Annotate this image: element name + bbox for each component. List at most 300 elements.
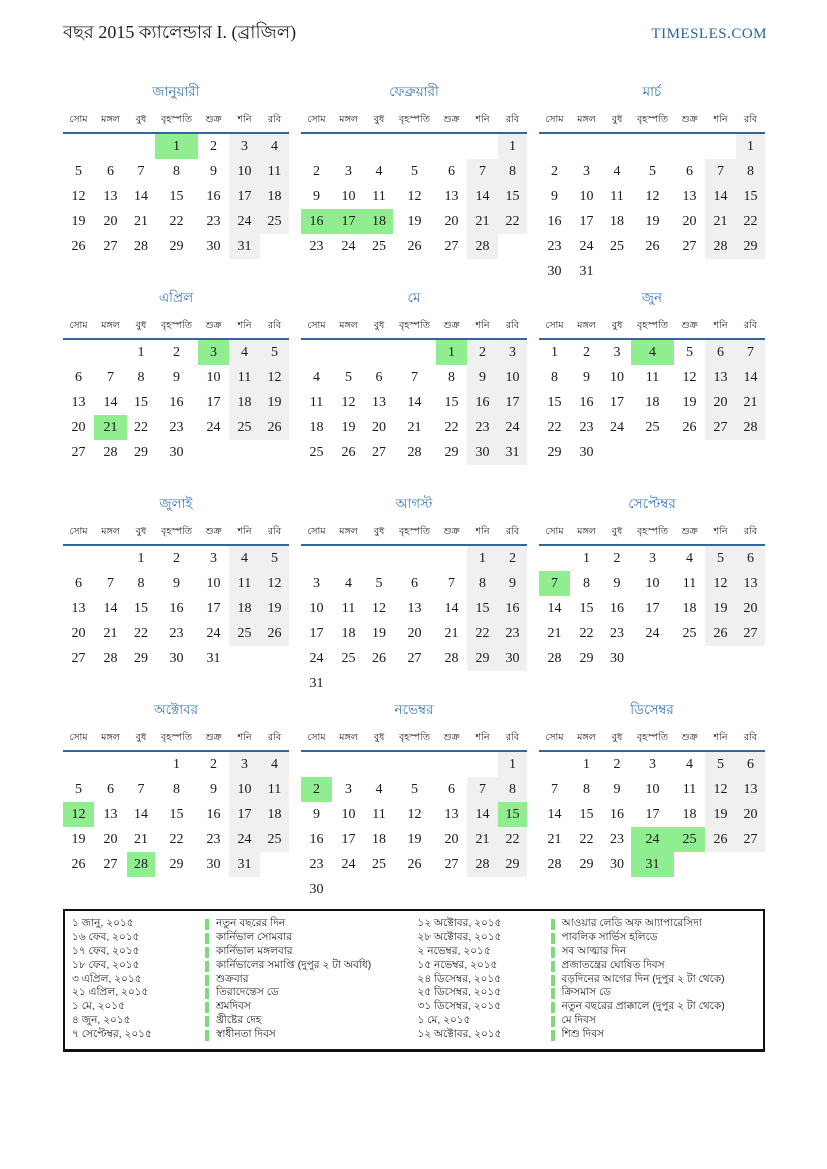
day-cell: 22 xyxy=(579,625,594,641)
day-cell: 8 xyxy=(448,369,455,385)
day-cell: 21 xyxy=(444,625,459,641)
empty-cell xyxy=(674,133,705,159)
weekday-label: বুধ xyxy=(365,523,393,545)
empty-cell xyxy=(436,751,467,777)
day-cell: 12 xyxy=(645,188,660,204)
day-cell: 22 xyxy=(736,209,765,234)
day-cell: 27 xyxy=(407,650,422,666)
weekday-label: বুধ xyxy=(127,523,155,545)
day-cell: 3 xyxy=(229,133,260,159)
day-cell: 31 xyxy=(498,440,527,465)
month-title[interactable]: নভেম্বর xyxy=(394,702,434,717)
legend-date: ৩ এপ্রিল, ২০১৫ xyxy=(72,972,142,985)
month-title[interactable]: মার্চ xyxy=(642,84,662,99)
day-cell: 19 xyxy=(260,596,289,621)
day-cell: 16 xyxy=(169,394,184,410)
day-cell: 21 xyxy=(705,209,736,234)
day-cell: 1 xyxy=(173,756,180,772)
empty-cell xyxy=(260,646,289,671)
day-cell: 27 xyxy=(705,415,736,440)
day-cell: 13 xyxy=(682,188,697,204)
day-cell: 11 xyxy=(682,781,697,797)
day-cell: 25 xyxy=(610,238,624,254)
day-cell: 8 xyxy=(137,369,145,385)
day-cell: 15 xyxy=(444,394,459,410)
day-cell: 1 xyxy=(498,751,527,777)
day-cell: 6 xyxy=(736,545,765,571)
legend-date: ২১ এপ্রিল, ২০১৫ xyxy=(72,986,149,999)
empty-cell xyxy=(365,339,393,365)
week-row xyxy=(301,133,527,159)
month-11 xyxy=(301,699,527,895)
empty-cell xyxy=(674,259,705,284)
weekday-label: শনি xyxy=(467,729,498,751)
weekday-label: মঙ্গল xyxy=(94,523,127,545)
day-cell: 16 xyxy=(498,596,527,621)
month-table xyxy=(301,523,527,696)
weekday-label: শুক্র xyxy=(436,111,467,133)
day-cell: 10 xyxy=(579,188,594,204)
day-cell: 19 xyxy=(407,831,422,847)
day-cell: 13 xyxy=(407,600,422,616)
day-cell: 2 xyxy=(313,163,320,179)
week-row xyxy=(539,571,765,596)
week-row xyxy=(539,751,765,777)
week-row xyxy=(539,802,765,827)
day-cell: 24 xyxy=(206,419,221,435)
day-cell: 9 xyxy=(551,188,558,204)
weekday-label: বুধ xyxy=(365,729,393,751)
day-cell: 28 xyxy=(467,234,498,259)
day-cell: 16 xyxy=(467,390,498,415)
empty-cell xyxy=(603,259,631,284)
day-cell: 2 xyxy=(173,344,180,360)
weekday-label: রবি xyxy=(498,523,527,545)
day-cell: 23 xyxy=(206,213,221,229)
day-cell: 1 xyxy=(137,550,145,566)
month-title[interactable]: আগস্ট xyxy=(395,496,433,511)
day-cell: 28 xyxy=(547,856,562,872)
month-3 xyxy=(539,81,765,277)
day-cell: 18 xyxy=(229,390,260,415)
day-cell: 13 xyxy=(705,365,736,390)
day-cell: 19 xyxy=(682,394,697,410)
day-cell: 7 xyxy=(467,777,498,802)
week-row xyxy=(301,209,527,234)
month-title[interactable]: সেপ্টেম্বর xyxy=(628,496,676,511)
day-cell: 26 xyxy=(682,419,697,435)
day-cell: 25 xyxy=(674,827,705,852)
holiday-marker-bar xyxy=(205,1002,209,1013)
empty-cell xyxy=(467,877,498,902)
day-cell: 28 xyxy=(127,852,155,877)
weekday-label: বুধ xyxy=(127,729,155,751)
empty-cell xyxy=(467,751,498,777)
day-cell: 29 xyxy=(736,234,765,259)
month-table xyxy=(539,523,765,671)
day-cell: 29 xyxy=(444,444,459,460)
empty-cell xyxy=(260,234,289,259)
holiday-marker-bar xyxy=(551,1002,555,1013)
day-cell: 25 xyxy=(260,827,289,852)
day-cell: 2 xyxy=(301,777,332,802)
empty-cell xyxy=(94,751,127,777)
day-cell: 15 xyxy=(169,188,184,204)
empty-cell xyxy=(229,440,260,465)
day-cell: 21 xyxy=(94,415,127,440)
month-table xyxy=(63,317,289,465)
legend-date: ২৪ ডিসেম্বর, ২০১৫ xyxy=(417,972,502,985)
week-row xyxy=(63,159,289,184)
week-row xyxy=(539,415,765,440)
week-row xyxy=(63,621,289,646)
day-cell: 2 xyxy=(613,756,621,772)
week-row xyxy=(539,259,765,284)
legend-col-left xyxy=(72,918,412,1042)
day-cell: 19 xyxy=(260,390,289,415)
holiday-marker-bar xyxy=(205,988,209,999)
weekday-label: বুধ xyxy=(127,111,155,133)
day-cell: 27 xyxy=(71,444,86,460)
day-cell: 20 xyxy=(736,802,765,827)
day-cell: 9 xyxy=(583,369,590,385)
day-cell: 10 xyxy=(229,777,260,802)
week-row xyxy=(63,852,289,877)
week-row xyxy=(301,415,527,440)
day-cell: 10 xyxy=(341,188,356,204)
weekday-label: বৃহস্পতি xyxy=(631,523,674,545)
legend-name: শুক্রবার xyxy=(216,972,249,985)
day-cell: 11 xyxy=(229,365,260,390)
day-cell: 20 xyxy=(444,213,459,229)
day-cell: 20 xyxy=(444,831,459,847)
day-cell: 7 xyxy=(736,339,765,365)
day-cell: 24 xyxy=(579,238,594,254)
day-cell: 28 xyxy=(103,650,118,666)
day-cell: 26 xyxy=(705,621,736,646)
empty-cell xyxy=(631,133,674,159)
day-cell: 27 xyxy=(372,444,386,460)
week-row xyxy=(301,777,527,802)
day-cell: 1 xyxy=(155,133,198,159)
week-row xyxy=(63,802,289,827)
day-cell: 13 xyxy=(71,394,86,410)
day-cell: 24 xyxy=(341,856,356,872)
day-cell: 8 xyxy=(583,781,590,797)
empty-cell xyxy=(736,852,765,877)
day-cell: 9 xyxy=(173,575,180,591)
day-cell: 31 xyxy=(579,263,594,279)
weekday-label: শনি xyxy=(705,317,736,339)
day-cell: 4 xyxy=(345,575,352,591)
legend-name: সব আত্মার দিন xyxy=(561,945,627,957)
day-cell: 28 xyxy=(134,238,148,254)
day-cell: 26 xyxy=(71,856,86,872)
day-cell: 23 xyxy=(547,238,562,254)
day-cell: 26 xyxy=(372,650,386,666)
day-cell: 28 xyxy=(407,444,422,460)
legend-name: নতুন বছরের দিন xyxy=(216,917,286,930)
holiday-marker-bar xyxy=(551,1016,555,1027)
day-cell: 2 xyxy=(467,339,498,365)
day-cell: 11 xyxy=(372,806,386,822)
day-cell: 19 xyxy=(71,213,86,229)
day-cell: 2 xyxy=(613,550,621,566)
day-cell: 2 xyxy=(210,756,217,772)
week-row xyxy=(539,596,765,621)
day-cell: 2 xyxy=(551,163,558,179)
week-row xyxy=(63,571,289,596)
day-cell: 27 xyxy=(444,856,459,872)
empty-cell xyxy=(498,671,527,696)
month-table xyxy=(63,111,289,259)
site-link[interactable]: TIMESLES.COM xyxy=(651,26,767,42)
week-row xyxy=(301,159,527,184)
day-cell: 22 xyxy=(467,621,498,646)
day-cell: 6 xyxy=(375,369,383,385)
day-cell: 17 xyxy=(579,213,594,229)
empty-cell xyxy=(393,545,436,571)
day-cell: 13 xyxy=(372,394,386,410)
week-row xyxy=(301,365,527,390)
day-cell: 19 xyxy=(407,213,422,229)
day-cell: 8 xyxy=(583,575,590,591)
empty-cell xyxy=(705,646,736,671)
empty-cell xyxy=(301,339,332,365)
week-row xyxy=(539,621,765,646)
day-cell: 8 xyxy=(551,369,558,385)
empty-cell xyxy=(467,671,498,696)
day-cell: 1 xyxy=(137,344,145,360)
week-row xyxy=(63,209,289,234)
weekday-label: শনি xyxy=(229,111,260,133)
day-cell: 18 xyxy=(365,209,393,234)
day-cell: 10 xyxy=(610,369,624,385)
empty-cell xyxy=(63,545,94,571)
day-cell: 8 xyxy=(467,571,498,596)
day-cell: 27 xyxy=(71,650,86,666)
day-cell: 24 xyxy=(610,419,624,435)
month-title[interactable]: জুলাই xyxy=(159,496,193,511)
week-row xyxy=(539,209,765,234)
day-cell: 7 xyxy=(137,163,145,179)
day-cell: 6 xyxy=(75,369,82,385)
month-table xyxy=(63,523,289,671)
day-cell: 31 xyxy=(229,234,260,259)
holiday-marker-bar xyxy=(205,1030,209,1041)
weekday-header-row xyxy=(63,523,289,545)
week-row xyxy=(301,852,527,877)
topbar xyxy=(0,0,827,49)
day-cell: 3 xyxy=(613,344,621,360)
month-title[interactable]: ডিসেম্বর xyxy=(630,702,674,717)
day-cell: 5 xyxy=(411,781,418,797)
day-cell: 16 xyxy=(579,394,594,410)
empty-cell xyxy=(332,545,365,571)
month-title[interactable]: এপ্রিল xyxy=(158,290,194,305)
month-8 xyxy=(301,493,527,689)
day-cell: 31 xyxy=(206,650,221,666)
weekday-label: শনি xyxy=(705,729,736,751)
month-title[interactable]: জানুয়ারী xyxy=(152,84,200,99)
day-cell: 21 xyxy=(547,625,562,641)
day-cell: 27 xyxy=(736,827,765,852)
weekday-label: বৃহস্পতি xyxy=(631,729,674,751)
week-row xyxy=(301,234,527,259)
empty-cell xyxy=(603,440,631,465)
day-cell: 20 xyxy=(736,596,765,621)
legend-date: ৭ সেপ্টেম্বর, ২০১৫ xyxy=(72,1027,152,1040)
empty-cell xyxy=(736,259,765,284)
day-cell: 25 xyxy=(682,625,697,641)
empty-cell xyxy=(631,440,674,465)
empty-cell xyxy=(631,646,674,671)
day-cell: 6 xyxy=(736,751,765,777)
legend-date: ১২ অক্টোবর, ২০১৫ xyxy=(417,917,502,930)
day-cell: 21 xyxy=(547,831,562,847)
week-row xyxy=(539,159,765,184)
day-cell: 15 xyxy=(547,394,562,410)
day-cell: 22 xyxy=(169,213,184,229)
month-9 xyxy=(539,493,765,689)
legend-name: পাবলিক সার্ভিস হলিডে xyxy=(561,931,658,944)
day-cell: 4 xyxy=(613,163,621,179)
weekday-header-row xyxy=(301,317,527,339)
day-cell: 17 xyxy=(206,394,221,410)
month-table xyxy=(301,729,527,902)
day-cell: 2 xyxy=(173,550,180,566)
weekday-label: শনি xyxy=(467,317,498,339)
week-row xyxy=(63,133,289,159)
weekday-label: শনি xyxy=(705,111,736,133)
month-4 xyxy=(63,287,289,483)
month-1 xyxy=(63,81,289,277)
day-cell: 19 xyxy=(341,419,356,435)
weekday-label: শুক্র xyxy=(436,523,467,545)
day-cell: 4 xyxy=(260,133,289,159)
empty-cell xyxy=(631,259,674,284)
weekday-label: শুক্র xyxy=(198,317,229,339)
empty-cell xyxy=(332,133,365,159)
legend-date: ১ মে, ২০১৫ xyxy=(417,1013,471,1026)
weekday-label: রবি xyxy=(260,317,289,339)
weekday-label: মঙ্গল xyxy=(570,317,603,339)
day-cell: 3 xyxy=(649,550,656,566)
empty-cell xyxy=(393,751,436,777)
month-title[interactable]: জুন xyxy=(641,290,663,305)
day-cell: 6 xyxy=(75,575,82,591)
week-row xyxy=(539,365,765,390)
weekday-label: মঙ্গল xyxy=(94,111,127,133)
legend-name: প্রজাতন্ত্রের ঘোষিত দিবস xyxy=(561,958,665,971)
day-cell: 3 xyxy=(210,550,217,566)
week-row xyxy=(301,671,527,696)
weekday-header-row xyxy=(539,111,765,133)
day-cell: 13 xyxy=(736,777,765,802)
legend-date: ১ মে, ২০১৫ xyxy=(72,1000,125,1013)
day-cell: 16 xyxy=(309,831,324,847)
day-cell: 17 xyxy=(645,600,660,616)
day-cell: 4 xyxy=(260,751,289,777)
day-cell: 13 xyxy=(736,571,765,596)
day-cell: 3 xyxy=(313,575,320,591)
day-cell: 1 xyxy=(736,133,765,159)
empty-cell xyxy=(94,133,127,159)
month-table xyxy=(301,317,527,465)
day-cell: 16 xyxy=(206,188,221,204)
holiday-marker-bar xyxy=(205,947,209,958)
day-cell: 5 xyxy=(75,163,82,179)
month-table xyxy=(301,111,527,259)
weekday-label: বৃহস্পতি xyxy=(393,523,436,545)
day-cell: 1 xyxy=(498,133,527,159)
day-cell: 20 xyxy=(71,419,86,435)
week-row xyxy=(539,133,765,159)
weekday-label: শুক্র xyxy=(198,111,229,133)
empty-cell xyxy=(365,133,393,159)
day-cell: 18 xyxy=(682,806,697,822)
day-cell: 10 xyxy=(645,575,660,591)
month-12 xyxy=(539,699,765,895)
empty-cell xyxy=(198,440,229,465)
empty-cell xyxy=(260,852,289,877)
weekday-label: রবি xyxy=(260,729,289,751)
weekday-label: রবি xyxy=(260,523,289,545)
day-cell: 1 xyxy=(583,550,590,566)
month-title[interactable]: মে xyxy=(407,290,421,305)
day-cell: 12 xyxy=(71,188,86,204)
day-cell: 22 xyxy=(579,831,594,847)
day-cell: 5 xyxy=(75,781,82,797)
week-row xyxy=(301,621,527,646)
weekday-label: রবি xyxy=(736,729,765,751)
week-row xyxy=(63,777,289,802)
week-row xyxy=(539,777,765,802)
day-cell: 5 xyxy=(375,575,383,591)
week-row xyxy=(539,545,765,571)
day-cell: 16 xyxy=(169,600,184,616)
weekday-label: বুধ xyxy=(603,523,631,545)
day-cell: 3 xyxy=(498,339,527,365)
day-cell: 18 xyxy=(682,600,697,616)
day-cell: 22 xyxy=(169,831,184,847)
weekday-label: বৃহস্পতি xyxy=(393,317,436,339)
weekday-label: মঙ্গল xyxy=(570,729,603,751)
weekday-label: বুধ xyxy=(127,317,155,339)
day-cell: 22 xyxy=(547,419,562,435)
day-cell: 18 xyxy=(260,802,289,827)
day-cell: 4 xyxy=(313,369,320,385)
day-cell: 28 xyxy=(705,234,736,259)
day-cell: 8 xyxy=(137,575,145,591)
day-cell: 25 xyxy=(260,209,289,234)
weekday-label: বুধ xyxy=(365,317,393,339)
day-cell: 20 xyxy=(407,625,422,641)
day-cell: 17 xyxy=(206,600,221,616)
day-cell: 19 xyxy=(705,596,736,621)
month-title[interactable]: অক্টোবর xyxy=(153,702,199,717)
day-cell: 6 xyxy=(107,781,114,797)
day-cell: 9 xyxy=(313,806,320,822)
month-title[interactable]: ফেব্রুয়ারী xyxy=(389,84,439,99)
day-cell: 22 xyxy=(444,419,459,435)
holiday-marker-bar xyxy=(205,961,209,972)
day-cell: 4 xyxy=(229,545,260,571)
day-cell: 9 xyxy=(173,369,180,385)
empty-cell xyxy=(539,545,570,571)
weekday-label: রবি xyxy=(498,317,527,339)
day-cell: 24 xyxy=(229,827,260,852)
